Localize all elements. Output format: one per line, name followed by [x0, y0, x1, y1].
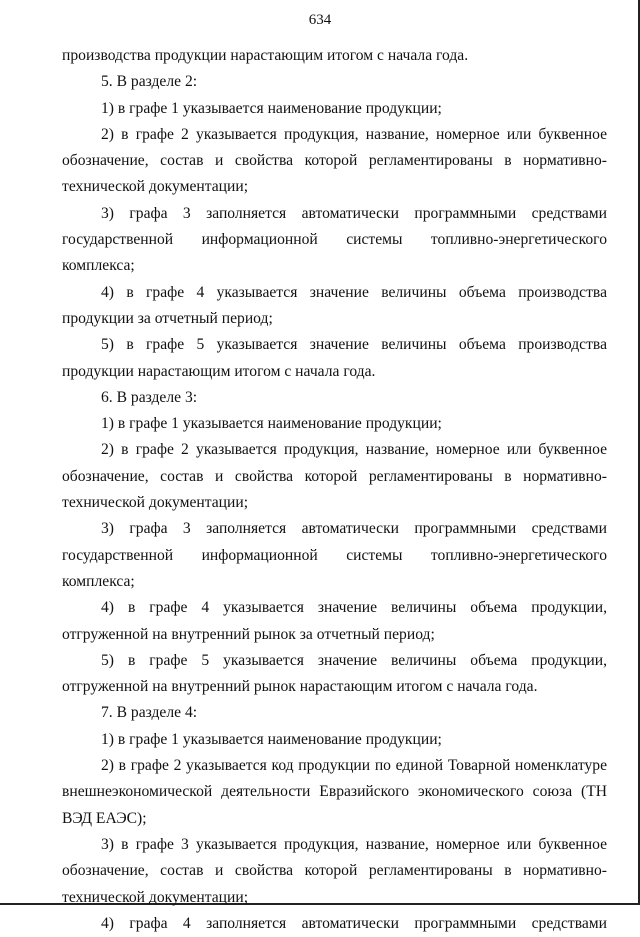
- paragraph: 1) в графе 1 указывается наименование продукции;: [101, 99, 442, 117]
- paragraph: 3) графа 3 заполняется автоматически программными средствами государственной информационной системы топливно-энергетического комплекса;: [62, 520, 607, 590]
- paragraph: 1) в графе 1 указывается наименование продукции;: [101, 415, 442, 433]
- paragraph: 4) графа 4 заполняется автоматически программными средствами: [101, 914, 607, 932]
- paragraph: 2) в графе 2 указывается продукция, название, номерное или буквенное обозначение, состав и свойства которой регламентированы в нормативно-технической документации;: [62, 125, 607, 196]
- page-number: 634: [308, 12, 332, 28]
- paragraph: 3) графа 3 заполняется автоматически программными средствами государственной информационной системы топливно-энергетического комплекса;: [62, 204, 607, 275]
- paragraph: 5) в графе 5 указывается значение величины объема продукции, отгруженной на внутренний рынок нарастающим итогом с начала года.: [62, 651, 607, 696]
- section-heading: 6. В разделе 3:: [101, 388, 198, 406]
- section-heading: 7. В разделе 4:: [101, 704, 198, 722]
- paragraph: 2) в графе 2 указывается продукция, название, номерное или буквенное обозначение, состав и свойства которой регламентированы в нормативно-технической документации;: [62, 441, 607, 512]
- paragraph: 4) в графе 4 указывается значение величины объема производства продукции за отчетный период;: [62, 283, 607, 327]
- paragraph: производства продукции нарастающим итогом с начала года.: [62, 47, 469, 64]
- section-heading: 5. В разделе 2:: [101, 73, 198, 91]
- paragraph: 5) в графе 5 указывается значение величины объема производства продукции нарастающим итогом с начала года.: [62, 336, 607, 380]
- paragraph: 1) в графе 1 указывается наименование продукции;: [101, 730, 442, 748]
- paragraph: 3) в графе 3 указывается продукция, название, номерное или буквенное обозначение, состав и свойства которой регламентированы в нормативно-технической документации;: [62, 835, 607, 906]
- paragraph: 2) в графе 2 указывается код продукции по единой Товарной номенклатуре внешнеэкономической деятельности Евразийского экономического союза (ТН ВЭД ЕАЭС);: [62, 757, 607, 827]
- paragraph: 4) в графе 4 указывается значение величины объема продукции, отгруженной на внутренний рынок за отчетный период;: [62, 599, 607, 643]
- document-body: [62, 43, 607, 937]
